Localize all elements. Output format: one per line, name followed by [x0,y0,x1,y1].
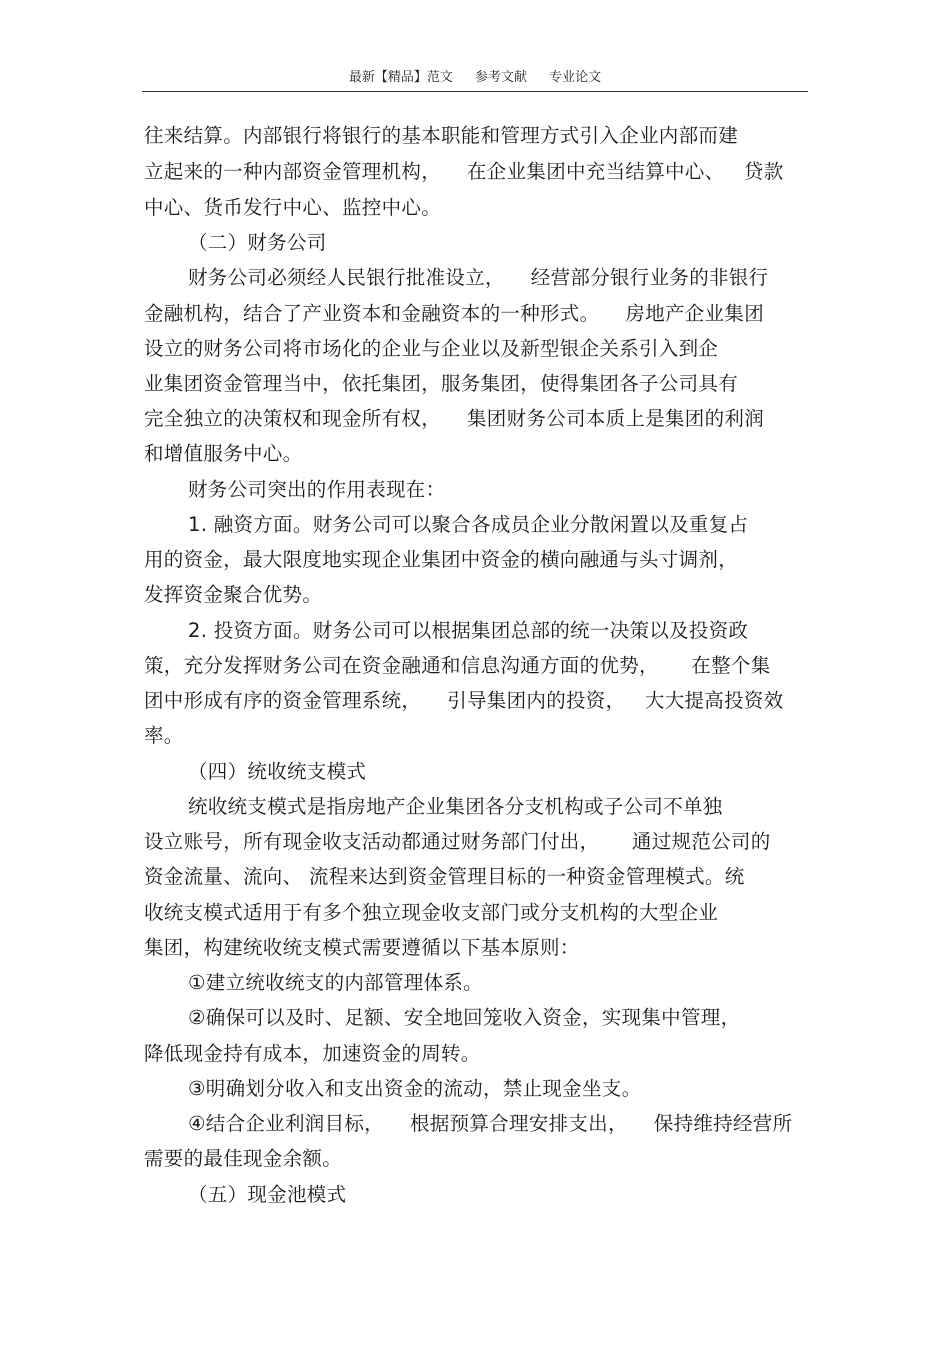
text-line: 率。 [144,724,184,747]
text-line: 财务公司突出的作用表现在： [188,478,446,501]
text-line: 统收统支模式是指房地产企业集团各分支机构或子公司不单独 [188,795,723,818]
text-line: 中心、货币发行中心、监控中心。 [144,196,442,219]
text-line: 设立的财务公司将市场化的企业与企业以及新型银企关系引入到企 [144,337,719,360]
text-line: 业集团资金管理当中，依托集团，服务集团，使得集团各子公司具有 [144,372,739,395]
text-line: 金融机构，结合了产业资本和金融资本的一种形式。 房地产企业集团 [144,302,764,325]
page-header [142,66,808,85]
text-line: ④结合企业利润目标， 根据预算合理安排支出， 保持维持经营所 [188,1112,793,1135]
text-line: 财务公司必须经人民银行批准设立， 经营部分银行业务的非银行 [188,266,769,289]
header-item-fanwen: 最新【精品】范文 [348,70,453,85]
text-line: 需要的最佳现金余额。 [144,1147,343,1170]
header-item-lunwen: 专业论文 [549,70,602,85]
section-heading: （五）现金池模式 [188,1183,347,1206]
text-line: 资金流量、流向、 流程来达到资金管理目标的一种资金管理模式。统 [144,865,745,888]
header-item-cankao: 参考文献 [474,70,527,85]
text-line: 往来结算。内部银行将银行的基本职能和管理方式引入企业内部而建 [144,124,739,147]
text-line: 用的资金，最大限度地实现企业集团中资金的横向融通与头寸调剂， [144,548,739,571]
text-line: 策，充分发挥财务公司在资金融通和信息沟通方面的优势， 在整个集 [144,654,771,677]
section-heading: （二）财务公司 [188,231,327,254]
text-line: 和增值服务中心。 [144,442,303,465]
text-line: 收统支模式适用于有多个独立现金收支部门或分支机构的大型企业 [144,901,719,924]
text-line: 发挥资金聚合优势。 [144,583,323,606]
text-line: 2. 投资方面。财务公司可以根据集团总部的统一决策以及投资政 [188,619,749,642]
text-line: 团中形成有序的资金管理系统， 引导集团内的投资， 大大提高投资效 [144,689,784,712]
text-line: 集团，构建统收统支模式需要遵循以下基本原则： [144,936,580,959]
text-line: 设立账号，所有现金收支活动都通过财务部门付出， 通过规范公司的 [144,830,771,853]
text-line: ①建立统收统支的内部管理体系。 [188,971,483,994]
text-line: ③明确划分收入和支出资金的流动，禁止现金坐支。 [188,1077,642,1100]
text-line: 立起来的一种内部资金管理机构， 在企业集团中充当结算中心、 贷款 [144,160,784,183]
section-heading: （四）统收统支模式 [188,760,367,783]
text-line: 降低现金持有成本，加速资金的周转。 [144,1042,481,1065]
text-line: 1. 融资方面。财务公司可以聚合各成员企业分散闲置以及重复占 [188,513,749,536]
text-line: ②确保可以及时、足额、安全地回笼收入资金，实现集中管理， [188,1006,741,1029]
text-line: 完全独立的决策权和现金所有权， 集团财务公司本质上是集团的利润 [144,407,764,430]
header-rule [142,91,808,92]
